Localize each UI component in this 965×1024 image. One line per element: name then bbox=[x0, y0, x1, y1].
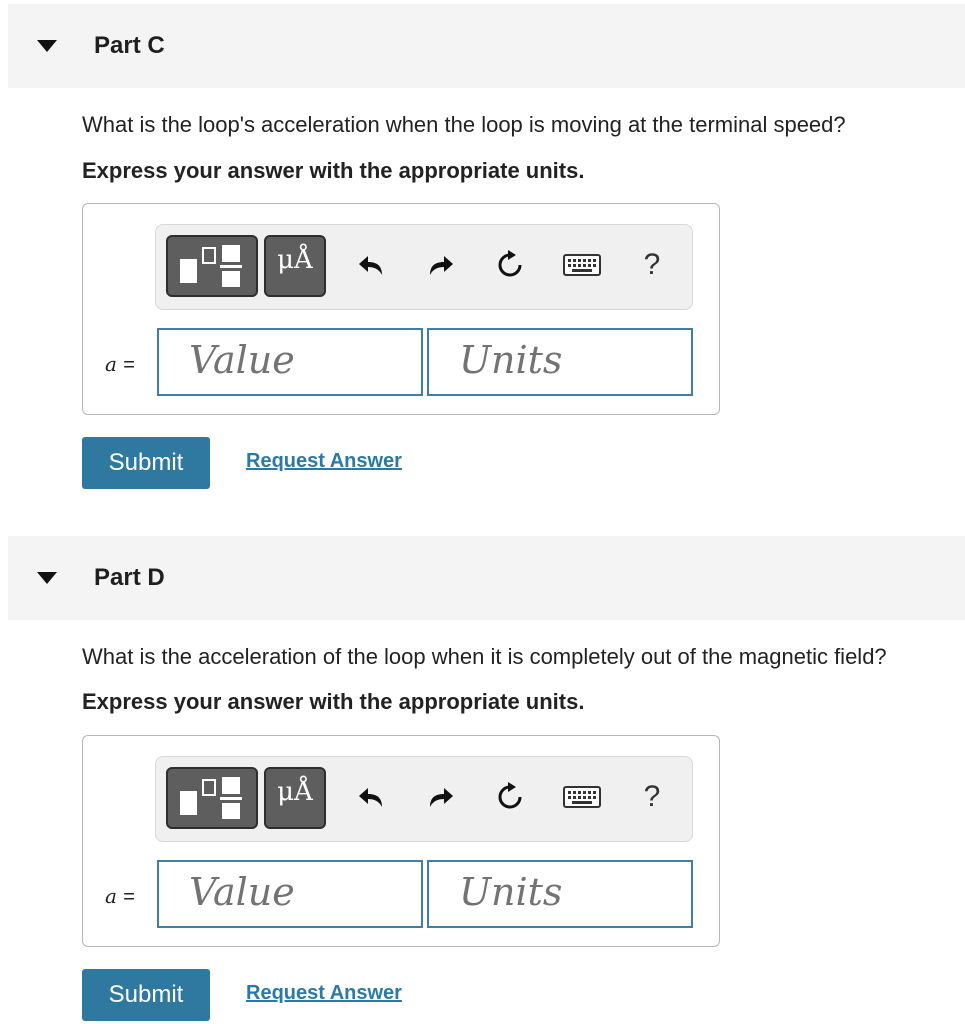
templates-icon bbox=[168, 237, 256, 295]
help-icon[interactable]: ? bbox=[643, 248, 661, 281]
value-input[interactable]: Value bbox=[157, 328, 423, 396]
reset-icon[interactable] bbox=[492, 777, 528, 817]
keyboard-icon[interactable] bbox=[562, 245, 602, 285]
redo-icon[interactable] bbox=[422, 777, 458, 817]
answer-box bbox=[82, 203, 720, 415]
redo-icon[interactable] bbox=[422, 245, 458, 285]
math-toolbar bbox=[155, 756, 693, 842]
value-input[interactable]: Value bbox=[157, 860, 423, 928]
help-icon[interactable]: ? bbox=[643, 780, 661, 813]
part-title: Part D bbox=[94, 564, 165, 591]
units-input[interactable]: Units bbox=[427, 860, 693, 928]
units-icon: μÅ bbox=[277, 245, 313, 275]
request-answer-link[interactable]: Request Answer bbox=[246, 450, 402, 472]
question-text: What is the acceleration of the loop when it is completely out of the magnetic field? bbox=[82, 644, 887, 669]
caret-down-icon[interactable] bbox=[36, 571, 58, 585]
variable-label: a = bbox=[105, 884, 135, 908]
instruction-text: Express your answer with the appropriate units. bbox=[82, 689, 585, 714]
keyboard-icon[interactable] bbox=[562, 777, 602, 817]
undo-icon[interactable] bbox=[354, 245, 390, 285]
question-text: What is the loop's acceleration when the loop is moving at the terminal speed? bbox=[82, 112, 846, 137]
undo-icon[interactable] bbox=[354, 777, 390, 817]
units-input[interactable]: Units bbox=[427, 328, 693, 396]
submit-button[interactable]: Submit bbox=[82, 969, 210, 1021]
reset-icon[interactable] bbox=[492, 245, 528, 285]
part-title: Part C bbox=[94, 32, 165, 59]
units-button[interactable] bbox=[264, 767, 326, 829]
part-c-header[interactable] bbox=[8, 4, 965, 88]
units-button[interactable] bbox=[264, 235, 326, 297]
templates-icon bbox=[168, 769, 256, 827]
part-d-header[interactable] bbox=[8, 536, 965, 620]
instruction-text: Express your answer with the appropriate units. bbox=[82, 158, 585, 183]
math-toolbar bbox=[155, 224, 693, 310]
templates-button[interactable] bbox=[166, 235, 258, 297]
variable-label: a = bbox=[105, 352, 135, 376]
answer-box bbox=[82, 735, 720, 947]
templates-button[interactable] bbox=[166, 767, 258, 829]
submit-button[interactable]: Submit bbox=[82, 437, 210, 489]
request-answer-link[interactable]: Request Answer bbox=[246, 982, 402, 1004]
units-icon: μÅ bbox=[277, 777, 313, 807]
caret-down-icon[interactable] bbox=[36, 39, 58, 53]
